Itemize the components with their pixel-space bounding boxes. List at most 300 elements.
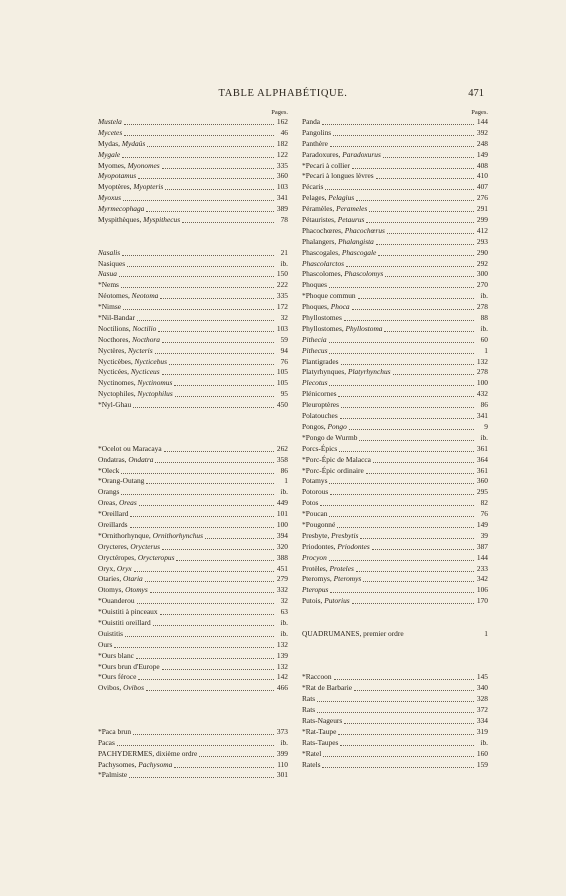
entry-name: Pachysomes, Pachysoma xyxy=(98,759,173,769)
blank-line xyxy=(302,607,488,618)
index-entry xyxy=(302,411,488,422)
entry-page-number: ib. xyxy=(280,487,288,497)
entry-name: *Ours féroce xyxy=(98,672,137,682)
entry-page-number: 32 xyxy=(280,596,288,606)
index-entry xyxy=(98,520,288,531)
entry-page-number: 372 xyxy=(476,705,488,715)
entry-page-number: 132 xyxy=(276,661,288,671)
entry-name: Mycetes xyxy=(98,127,123,137)
entry-name: *Raccoon xyxy=(302,672,332,682)
dot-leader xyxy=(174,378,274,386)
entry-name: Phascogales, Phascogale xyxy=(302,247,377,257)
entry-page-number: 94 xyxy=(280,345,288,355)
entry-name: Oreillards xyxy=(98,519,128,529)
entry-name: Orangs xyxy=(98,487,120,497)
entry-name: Pithecus xyxy=(302,345,328,355)
entry-name: *Nil-Bandar xyxy=(98,313,135,323)
index-entry xyxy=(98,672,288,683)
entry-name: *Orang-Outang xyxy=(98,476,145,486)
dot-leader xyxy=(155,346,274,354)
index-entry xyxy=(98,651,288,662)
entry-name: Priodontes, Priodontes xyxy=(302,541,370,551)
dot-leader xyxy=(125,629,274,637)
dot-leader xyxy=(340,738,474,746)
entry-page-number: 160 xyxy=(476,748,488,758)
blank-line xyxy=(302,618,488,629)
index-entry xyxy=(302,171,488,182)
entry-page-number: 340 xyxy=(476,683,488,693)
entry-list xyxy=(302,117,488,770)
dot-leader xyxy=(160,291,274,299)
index-entry xyxy=(98,150,288,161)
dot-leader xyxy=(320,498,474,506)
entry-page-number: 145 xyxy=(476,672,488,682)
dot-leader xyxy=(162,335,274,343)
index-entry xyxy=(302,694,488,705)
entry-name: Ours xyxy=(98,639,113,649)
entry-page-number: ib. xyxy=(480,737,488,747)
dot-leader xyxy=(334,672,474,680)
entry-name: Nasalis xyxy=(98,247,121,257)
index-entry xyxy=(302,335,488,346)
entry-name: Myrmecophaga xyxy=(98,204,145,214)
entry-name: Mygale xyxy=(98,149,121,159)
entry-page-number: ib. xyxy=(480,291,488,301)
entry-page-number: 59 xyxy=(280,334,288,344)
index-entry xyxy=(98,760,288,771)
index-entry xyxy=(98,770,288,781)
entry-page-number: 364 xyxy=(476,454,488,464)
entry-page-number: 86 xyxy=(480,400,488,410)
entry-name: Pteropus xyxy=(302,585,329,595)
entry-page-number: 387 xyxy=(476,541,488,551)
dot-leader xyxy=(114,640,274,648)
index-entry xyxy=(98,248,288,259)
dot-leader xyxy=(137,313,274,321)
index-entry xyxy=(302,313,488,324)
index-entry xyxy=(98,607,288,618)
entry-name: Oryx, Oryx xyxy=(98,563,132,573)
dot-leader xyxy=(130,520,274,528)
dot-leader xyxy=(366,466,474,474)
index-entry xyxy=(302,226,488,237)
entry-name: Nasua xyxy=(98,269,117,279)
entry-name: *Palmiste xyxy=(98,770,128,780)
entry-page-number: 103 xyxy=(276,182,288,192)
entry-name: Phacochœres, Phacochœrus xyxy=(302,225,385,235)
entry-name: Nocthores, Nocthora xyxy=(98,334,160,344)
entry-name: *Rat de Barbarie xyxy=(302,683,353,693)
entry-name: QUADRUMANES, premier ordre xyxy=(302,628,404,638)
index-entry xyxy=(302,553,488,564)
entry-name: *Ours blanc xyxy=(98,650,134,660)
entry-name: *Pecari à longues lèvres xyxy=(302,171,374,181)
dot-leader xyxy=(384,324,474,332)
dot-leader xyxy=(360,531,474,539)
entry-name: Potos xyxy=(302,498,319,508)
entry-name: Ratels xyxy=(302,759,321,769)
entry-name: Orycteres, Orycterus xyxy=(98,541,160,551)
entry-name: Phyllostomes xyxy=(302,313,342,323)
entry-name: Nasiques xyxy=(98,258,126,268)
entry-page-number: 46 xyxy=(280,127,288,137)
dot-leader xyxy=(329,346,474,354)
dot-leader xyxy=(146,683,274,691)
entry-name: Nycticées, Nycticeus xyxy=(98,367,160,377)
dot-leader xyxy=(133,727,274,735)
entry-page-number: 394 xyxy=(276,530,288,540)
dot-leader xyxy=(337,520,474,528)
index-entry xyxy=(302,760,488,771)
entry-name: Otomys, Otomys xyxy=(98,585,148,595)
entry-page-number: 412 xyxy=(476,225,488,235)
dot-leader xyxy=(129,770,274,778)
entry-page-number: 335 xyxy=(276,291,288,301)
entry-name: *Paca brun xyxy=(98,726,132,736)
entry-name: Myspithèques, Myspithecus xyxy=(98,215,181,225)
dot-leader xyxy=(147,139,274,147)
entry-name: Mustela xyxy=(98,117,122,126)
index-entry xyxy=(98,259,288,270)
dot-leader xyxy=(169,357,274,365)
index-entry xyxy=(302,487,488,498)
entry-page-number: 291 xyxy=(476,204,488,214)
entry-name: *Ouanderou xyxy=(98,596,135,606)
entry-name: Oryctéropes, Orycteropus xyxy=(98,552,175,562)
index-entry xyxy=(302,324,488,335)
dot-leader xyxy=(123,302,274,310)
entry-page-number: 270 xyxy=(476,280,488,290)
dot-leader xyxy=(155,455,274,463)
entry-page-number: 1 xyxy=(484,345,488,355)
index-entry xyxy=(98,269,288,280)
entry-page-number: 361 xyxy=(476,465,488,475)
entry-name: Nyctophiles, Nyctophilus xyxy=(98,389,173,399)
entry-page-number: 95 xyxy=(280,389,288,399)
index-entry xyxy=(302,215,488,226)
entry-name: Phalangers, Phalangista xyxy=(302,236,374,246)
dot-leader xyxy=(130,509,274,517)
entry-name: Protèles, Proteles xyxy=(302,563,354,573)
entry-name: *Nimse xyxy=(98,302,121,312)
index-entry xyxy=(302,378,488,389)
entry-page-number: 341 xyxy=(276,193,288,203)
entry-page-number: 78 xyxy=(280,215,288,225)
entry-page-number: 110 xyxy=(277,759,288,769)
entry-page-number: 149 xyxy=(476,149,488,159)
entry-name: Phoques xyxy=(302,280,328,290)
index-entry xyxy=(302,269,488,280)
entry-page-number: ib. xyxy=(280,628,288,638)
dot-leader xyxy=(339,444,474,452)
entry-page-number: 392 xyxy=(476,127,488,137)
dot-leader xyxy=(162,161,274,169)
index-entry xyxy=(302,542,488,553)
entry-page-number: 159 xyxy=(476,759,488,769)
index-entry xyxy=(98,139,288,150)
entry-name: Myoptères, Myopteris xyxy=(98,182,164,192)
entry-page-number: 361 xyxy=(476,443,488,453)
blank-line xyxy=(302,662,488,673)
dot-leader xyxy=(329,280,474,288)
entry-name: Plénicornes xyxy=(302,389,337,399)
entry-page-number: 32 xyxy=(280,313,288,323)
entry-page-number: 373 xyxy=(276,726,288,736)
entry-name: Pithecia xyxy=(302,334,327,344)
index-entry xyxy=(98,161,288,172)
index-entry xyxy=(302,629,488,640)
entry-name: *Rat-Taupe xyxy=(302,726,337,736)
dot-leader xyxy=(139,498,274,506)
entry-page-number: 132 xyxy=(476,356,488,366)
entry-page-number: 106 xyxy=(476,585,488,595)
entry-page-number: 101 xyxy=(276,509,288,519)
entry-page-number: 279 xyxy=(276,574,288,584)
entry-page-number: 233 xyxy=(476,563,488,573)
entry-page-number: 301 xyxy=(276,770,288,780)
entry-name: Phoques, Phoca xyxy=(302,302,350,312)
entry-name: Platyrhynques, Platyrhynchus xyxy=(302,367,391,377)
entry-name: Pacas xyxy=(98,737,115,747)
index-entry xyxy=(302,150,488,161)
index-entry xyxy=(98,182,288,193)
dot-leader xyxy=(138,672,274,680)
entry-page-number: 449 xyxy=(276,498,288,508)
index-entry xyxy=(98,378,288,389)
entry-page-number: 222 xyxy=(276,280,288,290)
index-entry xyxy=(98,117,288,128)
entry-page-number: ib. xyxy=(480,432,488,442)
entry-page-number: 144 xyxy=(476,552,488,562)
entry-page-number: 82 xyxy=(480,498,488,508)
entry-page-number: 360 xyxy=(276,171,288,181)
entry-page-number: 9 xyxy=(484,421,488,431)
dot-leader xyxy=(356,564,474,572)
entry-page-number: 451 xyxy=(276,563,288,573)
entry-name: *Pecari à collier xyxy=(302,160,351,170)
dot-leader xyxy=(134,564,274,572)
entry-page-number: 432 xyxy=(476,389,488,399)
dot-leader xyxy=(133,400,274,408)
entry-page-number: 278 xyxy=(476,302,488,312)
index-entry xyxy=(302,574,488,585)
index-entry xyxy=(98,444,288,455)
dot-leader xyxy=(329,476,474,484)
entry-name: *Nems xyxy=(98,280,119,290)
dot-leader xyxy=(160,607,274,615)
dot-leader xyxy=(366,215,474,223)
entry-page-number: 248 xyxy=(476,138,488,148)
dot-leader xyxy=(121,466,274,474)
index-entry xyxy=(302,237,488,248)
index-entry xyxy=(302,455,488,466)
index-entry xyxy=(98,128,288,139)
blank-line xyxy=(98,716,288,727)
entry-page-number: 300 xyxy=(476,269,488,279)
entry-page-number: 328 xyxy=(476,694,488,704)
index-entry xyxy=(98,596,288,607)
index-entry xyxy=(302,280,488,291)
blank-line xyxy=(98,433,288,444)
entry-page-number: 388 xyxy=(276,552,288,562)
dot-leader xyxy=(349,422,474,430)
index-entry xyxy=(98,749,288,760)
dot-leader xyxy=(146,476,274,484)
dot-leader xyxy=(352,596,474,604)
entry-page-number: 39 xyxy=(480,530,488,540)
entry-name: PACHYDERMES, dixième ordre xyxy=(98,748,198,758)
dot-leader xyxy=(329,378,474,386)
dot-leader xyxy=(123,193,274,201)
entry-page-number: 332 xyxy=(276,585,288,595)
index-entry xyxy=(98,455,288,466)
dot-leader xyxy=(122,150,274,158)
dot-leader xyxy=(322,760,474,768)
entry-name: Oreas, Oreas xyxy=(98,498,137,508)
entry-page-number: 335 xyxy=(276,160,288,170)
index-entry xyxy=(302,466,488,477)
index-entry xyxy=(302,749,488,760)
index-entry xyxy=(98,498,288,509)
dot-leader xyxy=(383,150,474,158)
index-entry xyxy=(98,389,288,400)
entry-name: Pangolins xyxy=(302,127,332,137)
dot-leader xyxy=(182,215,274,223)
entry-name: Pongos, Pongo xyxy=(302,421,347,431)
index-entry xyxy=(98,324,288,335)
entry-page-number: 88 xyxy=(480,313,488,323)
index-entry xyxy=(302,422,488,433)
dot-leader xyxy=(376,171,474,179)
dot-leader xyxy=(117,738,274,746)
entry-name: *Ocelot ou Maracaya xyxy=(98,443,162,453)
dot-leader xyxy=(121,487,274,495)
entry-name: Presbyte, Presbytis xyxy=(302,530,359,540)
entry-page-number: 100 xyxy=(476,378,488,388)
index-entry xyxy=(98,574,288,585)
index-entry xyxy=(302,564,488,575)
entry-name: *Phoque commun xyxy=(302,291,356,301)
entry-name: Myopotamus xyxy=(98,171,137,181)
dot-leader xyxy=(176,553,274,561)
entry-page-number: 358 xyxy=(276,454,288,464)
blank-line xyxy=(302,651,488,662)
dot-leader xyxy=(119,269,274,277)
dot-leader xyxy=(205,531,274,539)
entry-page-number: 295 xyxy=(476,487,488,497)
index-entry xyxy=(98,476,288,487)
entry-page-number: 63 xyxy=(280,607,288,617)
index-entry xyxy=(302,357,488,368)
entry-name: Paradoxures, Paradoxurus xyxy=(302,149,381,159)
entry-page-number: 334 xyxy=(476,715,488,725)
dot-leader xyxy=(158,324,274,332)
dot-leader xyxy=(373,455,474,463)
entry-name: Panthère xyxy=(302,138,328,148)
entry-name: *Poucan xyxy=(302,509,328,519)
index-entry xyxy=(302,182,488,193)
blank-line xyxy=(98,237,288,248)
index-entry xyxy=(302,433,488,444)
dot-leader xyxy=(317,694,474,702)
entry-page-number: 408 xyxy=(476,160,488,170)
pages-label: Pages. xyxy=(271,109,288,116)
entry-name: *Ornithorhynque, Ornithorhynchus xyxy=(98,530,203,540)
index-entry xyxy=(98,531,288,542)
dot-leader xyxy=(376,237,474,245)
index-entry xyxy=(98,313,288,324)
dot-leader xyxy=(340,411,474,419)
entry-name: *Ouistiti oreillard xyxy=(98,617,151,627)
index-entry xyxy=(302,476,488,487)
index-entry xyxy=(302,139,488,150)
dot-leader xyxy=(338,389,474,397)
entry-page-number: 76 xyxy=(480,509,488,519)
blank-line xyxy=(98,226,288,237)
dot-leader xyxy=(346,259,474,267)
dot-leader xyxy=(121,280,274,288)
index-entry xyxy=(302,302,488,313)
index-entry xyxy=(302,248,488,259)
index-entry xyxy=(98,542,288,553)
dot-leader xyxy=(325,182,474,190)
entry-name: Nycticèbes, Nycticebus xyxy=(98,356,167,366)
entry-name: Myoxus xyxy=(98,193,121,203)
entry-page-number: 144 xyxy=(476,117,488,126)
index-entry xyxy=(302,161,488,172)
index-entry xyxy=(302,400,488,411)
dot-leader xyxy=(162,542,274,550)
index-entry xyxy=(98,291,288,302)
entry-name: Néotomes, Neotoma xyxy=(98,291,159,301)
entry-name: Rats-Taupes xyxy=(302,737,339,747)
entry-page-number: 182 xyxy=(276,138,288,148)
index-entry xyxy=(302,204,488,215)
dot-leader xyxy=(356,193,474,201)
entry-page-number: 1 xyxy=(284,476,288,486)
entry-page-number: 21 xyxy=(280,247,288,257)
index-entry xyxy=(302,716,488,727)
index-entry xyxy=(302,585,488,596)
entry-page-number: 262 xyxy=(276,443,288,453)
entry-name: Otaries, Otaria xyxy=(98,574,143,584)
dot-leader xyxy=(344,313,474,321)
dot-leader xyxy=(358,291,474,299)
entry-name: Péramèles, Perameles xyxy=(302,204,368,214)
entry-page-number: 142 xyxy=(276,672,288,682)
entry-name: *Ouistiti à pinceaux xyxy=(98,607,158,617)
entry-name: Noctilions, Noctilio xyxy=(98,323,157,333)
dot-leader xyxy=(199,749,274,757)
page-number: 471 xyxy=(468,88,484,99)
index-column-right xyxy=(302,108,488,770)
dot-leader xyxy=(354,683,474,691)
dot-leader xyxy=(352,161,474,169)
entry-name: *Porc-Épic ordinaire xyxy=(302,465,364,475)
entry-name: Ondatras, Ondatra xyxy=(98,454,154,464)
entry-name: Pteromys, Pteromys xyxy=(302,574,362,584)
entry-name: *Nyl-Ghau xyxy=(98,400,132,410)
entry-name: Phyllostomes, Phyllostoma xyxy=(302,323,383,333)
dot-leader xyxy=(344,716,474,724)
entry-name: Phascolomes, Phascolomys xyxy=(302,269,384,279)
entry-name: *Porc-Épic de Malacca xyxy=(302,454,371,464)
index-entry xyxy=(98,400,288,411)
index-entry xyxy=(98,662,288,673)
entry-page-number: ib. xyxy=(280,617,288,627)
entry-name: Plantigrades xyxy=(302,356,339,366)
pages-label: Pages. xyxy=(471,109,488,116)
